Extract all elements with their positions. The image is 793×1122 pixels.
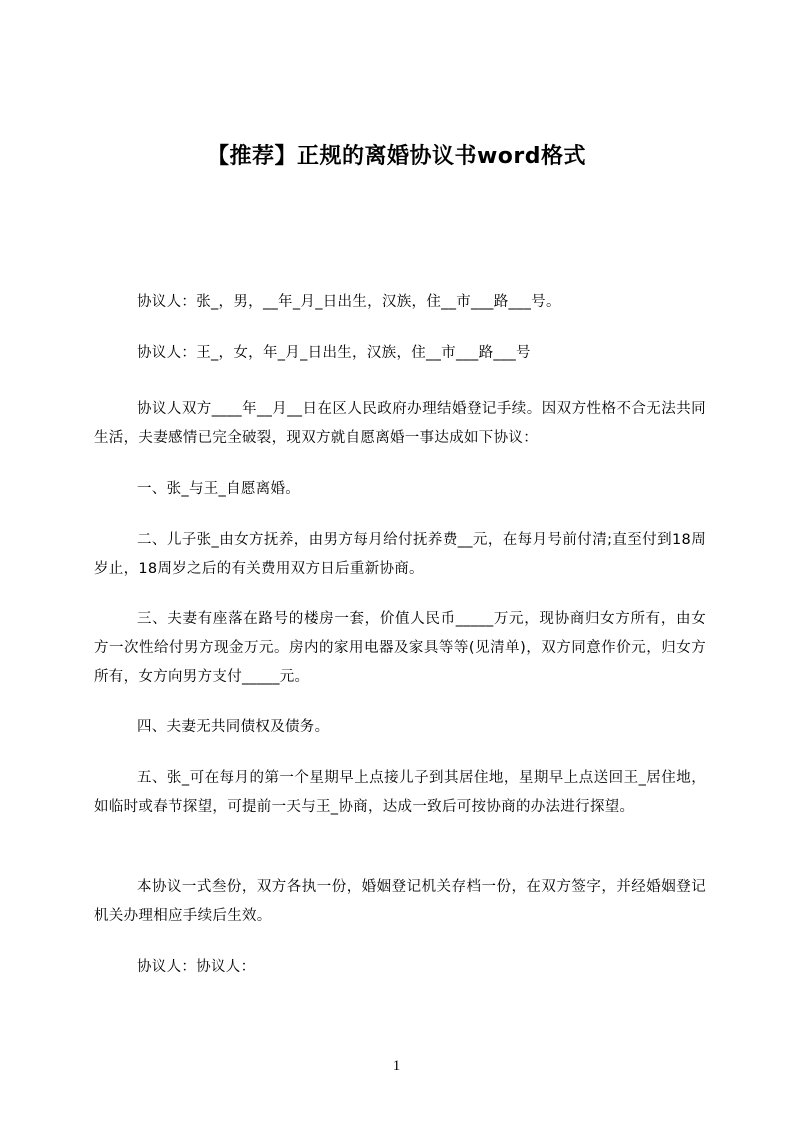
effectiveness-paragraph: 本协议一式叁份，双方各执一份，婚姻登记机关存档一份，在双方签字，并经婚姻登记机关办理相应手续后生效。 bbox=[94, 879, 706, 924]
document-title: 【推荐】正规的离婚协议书word格式 bbox=[206, 144, 587, 169]
page-number: 1 bbox=[392, 1058, 401, 1074]
party-one-paragraph: 协议人：张_，男，__年_月_日出生，汉族，住__市___路___号。 bbox=[137, 294, 561, 310]
signature-line: 协议人：协议人： bbox=[137, 959, 256, 975]
clause-one-paragraph: 一、张_与王_自愿离婚。 bbox=[137, 481, 301, 497]
clause-two-paragraph: 二、儿子张_由女方抚养，由男方每月给付抚养费__元，在每月号前付清;直至付到18周岁止，18周岁之后的有关费用双方日后重新协商。 bbox=[94, 532, 706, 577]
party-two-paragraph: 协议人：王_，女，年_月_日出生，汉族，住__市___路___号 bbox=[137, 345, 531, 361]
clause-three-paragraph: 三、夫妻有座落在路号的楼房一套，价值人民币_____万元，现协商归女方所有，由女方一次性给付男方现金万元。房内的家用电器及家具等等(见清单)，双方同意作价元，归女方所有，女方向男方支付_____元。 bbox=[94, 611, 706, 685]
preamble-paragraph: 协议人双方____年__月__日在区人民政府办理结婚登记手续。因双方性格不合无法共同生活，夫妻感情已完全破裂，现双方就自愿离婚一事达成如下协议： bbox=[94, 401, 706, 446]
clause-four-paragraph: 四、夫妻无共同债权及债务。 bbox=[137, 719, 330, 735]
clause-five-paragraph: 五、张_可在每月的第一个星期早上点接儿子到其居住地，星期早上点送回王_居住地，如临时或春节探望，可提前一天与王_协商，达成一致后可按协商的办法进行探望。 bbox=[94, 770, 706, 815]
